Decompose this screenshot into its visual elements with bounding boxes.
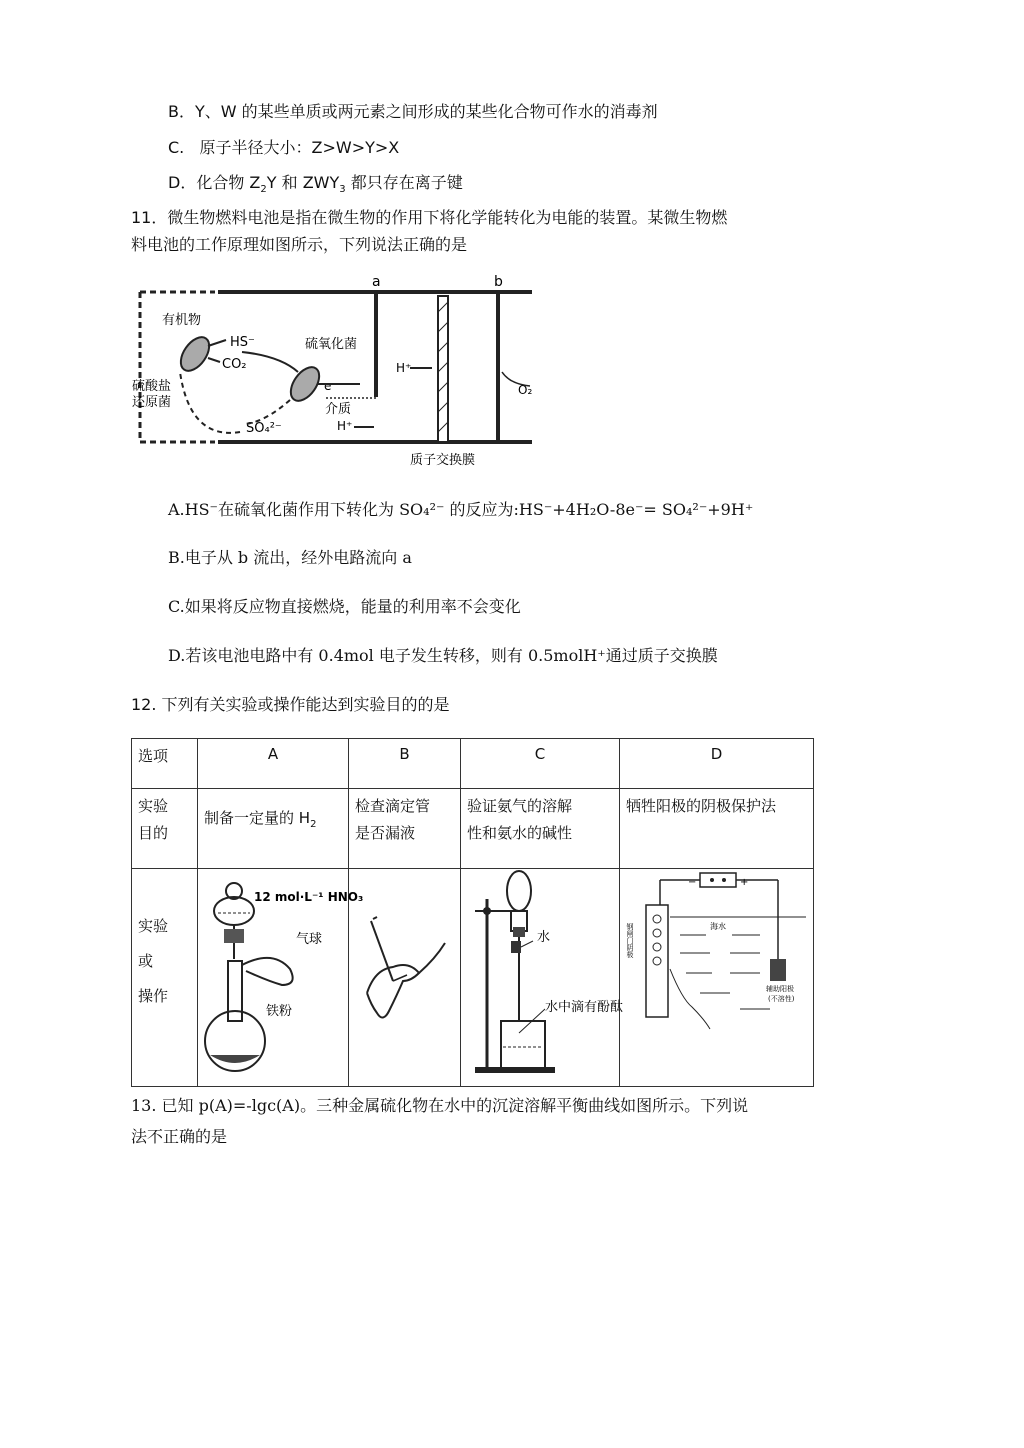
q11-stem-line2: 料电池的工作原理如图所示，下列说法正确的是: [131, 235, 468, 254]
sea-label: 海水: [710, 922, 726, 931]
organic-label: 有机物: [162, 313, 202, 328]
sulfur-bacteria-label: 硫氧化菌: [305, 337, 358, 352]
medium-label: 介质: [325, 402, 352, 417]
q11-stem-line1: 11．微生物燃料电池是指在微生物的作用下将化学能转化为电能的装置。某微生物燃: [131, 208, 728, 227]
q13-stem-line1: 13. 已知 p(A)=-lgc(A)。三种金属硫化物在水中的沉淀溶解平衡曲线如图所示。下列说: [131, 1096, 749, 1115]
sulfate-bacteria-label-1: 硫酸盐: [132, 379, 172, 394]
co2-label: CO₂: [222, 357, 247, 372]
purpose-c: 验证氨气的溶解 性和氨水的碱性: [461, 789, 620, 869]
apparatus-d: [620, 869, 814, 1087]
membrane-label: 质子交换膜: [410, 453, 476, 468]
balloon-label: 气球: [296, 932, 323, 947]
q12-stem: 12. 下列有关实验或操作能达到实验目的的是: [131, 695, 450, 714]
header-a: A: [198, 739, 349, 789]
sulfate-bacteria-label-2: 还原菌: [132, 395, 172, 410]
label-a: a: [372, 274, 381, 290]
q13-stem-line2: 法不正确的是: [131, 1127, 228, 1146]
minus-label: −: [688, 877, 697, 888]
water-label: 水: [537, 930, 551, 945]
iron-label: 铁粉: [266, 1004, 293, 1019]
sulfate-reducing-bacteria: [175, 332, 215, 376]
so4-label: SO₄²⁻: [246, 421, 282, 436]
electron-label: e⁻: [324, 379, 338, 393]
q11-option-b: B.电子从 b 流出，经外电路流向 a: [168, 548, 412, 567]
q11-option-d: D.若该电池电路中有 0.4mol 电子发生转移，则有 0.5molH⁺通过质子交换膜: [168, 646, 718, 665]
operation-label: 实验 或 操作: [132, 869, 198, 1087]
q11-option-a: A.HS⁻在硫氧化菌作用下转化为 SO₄²⁻ 的反应为:HS⁻+4H₂O-8e⁻= SO₄²⁻+9H⁺: [168, 500, 754, 519]
h-plus-left-label: H⁺: [337, 419, 353, 433]
q11-option-c: C.如果将反应物直接燃烧，能量的利用率不会变化: [168, 597, 521, 616]
hs-label: HS⁻: [230, 335, 255, 350]
header-d: D: [620, 739, 814, 789]
acid-label: 12 mol·L⁻¹ HNO₃: [254, 890, 364, 904]
table-purpose-row: [132, 789, 814, 869]
header-b: B: [349, 739, 461, 789]
phenol-label: 水中滴有酚酞: [545, 1000, 624, 1015]
q12-table: [131, 738, 814, 1087]
purpose-a: 制备一定量的 $H_2$: [198, 789, 349, 869]
gate-label: 钢闸门阴极: [626, 923, 634, 958]
o2-label: O₂: [518, 383, 533, 397]
apparatus-c: [461, 869, 624, 1087]
label-b: b: [494, 274, 503, 290]
q10-option-b: B．Y、W 的某些单质或两元素之间形成的某些化合物可作水的消毒剂: [168, 102, 658, 121]
plus-label: +: [740, 877, 749, 888]
header-option: 选项: [132, 739, 198, 789]
q10-option-c: C. 原子半径大小：Z>W>Y>X: [168, 138, 400, 157]
header-c: C: [461, 739, 620, 789]
insoluble-label: (不溶性): [768, 995, 795, 1003]
h-plus-right-label: H⁺: [396, 361, 412, 375]
table-operation-row: [132, 869, 814, 1087]
apparatus-a: [198, 869, 364, 1087]
fuel-cell-diagram: [130, 272, 540, 472]
purpose-b: 检查滴定管 是否漏液: [349, 789, 461, 869]
purpose-d: 牺牲阳极的阴极保护法: [620, 789, 814, 869]
q10-option-d: D．化合物 $Z_2Y$ 和 $ZWY_3$ 都只存在离子键: [168, 173, 463, 196]
purpose-label: 实验 目的: [132, 789, 198, 869]
table-header-row: [132, 739, 814, 789]
anode-label: 辅助阳极: [766, 985, 794, 993]
apparatus-b: [349, 869, 461, 1087]
